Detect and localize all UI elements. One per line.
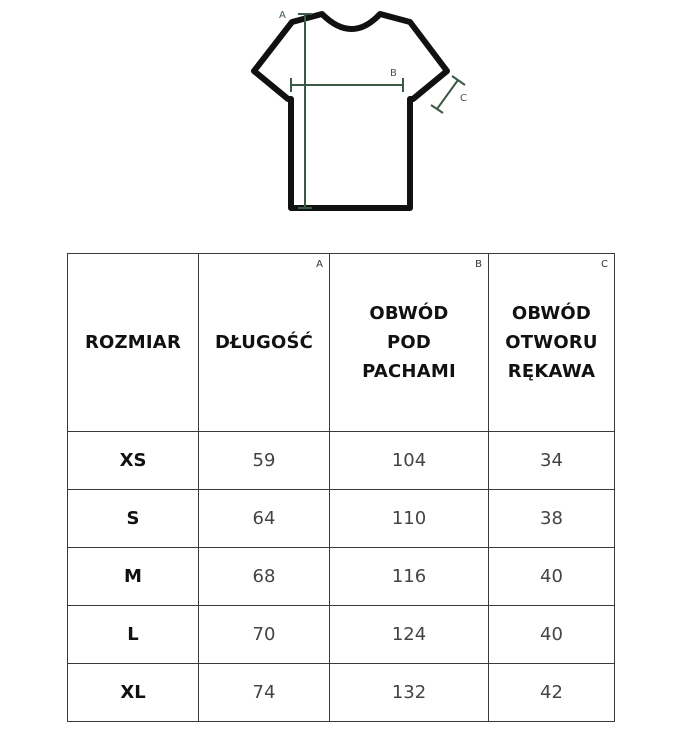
header-corner-label: A [316,259,323,270]
obwod-pod-pachami-cell: 104 [330,432,489,490]
measure-line-c [437,80,458,109]
obwod-otworu-rekawa-cell: 40 [489,548,615,606]
dlugosc-cell: 68 [199,548,330,606]
size-cell: M [68,548,199,606]
size-cell: S [68,490,199,548]
obwod-otworu-rekawa-cell: 34 [489,432,615,490]
tshirt-outline [254,14,447,208]
table-row [68,432,615,490]
size-chart-table [67,253,615,722]
header-obwod-otworu-rekawa: C OBWÓD OTWORU RĘKAWA [489,254,615,432]
obwod-otworu-rekawa-cell: 40 [489,606,615,664]
obwod-pod-pachami-cell: 124 [330,606,489,664]
header-obwod-pod-pachami: B OBWÓD POD PACHAMI [330,254,489,432]
size-cell: XL [68,664,199,722]
tshirt-measurement-diagram [0,0,680,230]
header-corner-label: B [475,259,482,270]
dlugosc-cell: 74 [199,664,330,722]
size-cell: L [68,606,199,664]
obwod-otworu-rekawa-cell: 42 [489,664,615,722]
measure-label-c: C [460,93,467,104]
header-rozmiar: ROZMIAR [68,254,199,432]
size-cell: XS [68,432,199,490]
obwod-pod-pachami-cell: 110 [330,490,489,548]
table-row [68,548,615,606]
measure-label-b: B [390,68,397,79]
dlugosc-cell: 59 [199,432,330,490]
obwod-otworu-rekawa-cell: 38 [489,490,615,548]
dlugosc-cell: 70 [199,606,330,664]
measure-label-a: A [279,10,286,21]
table-header-row [68,254,615,432]
dlugosc-cell: 64 [199,490,330,548]
tshirt-icon [0,0,680,230]
table-row [68,664,615,722]
header-dlugosc: A DŁUGOŚĆ [199,254,330,432]
header-corner-label: C [601,259,608,270]
obwod-pod-pachami-cell: 116 [330,548,489,606]
table-row [68,490,615,548]
table-row [68,606,615,664]
obwod-pod-pachami-cell: 132 [330,664,489,722]
